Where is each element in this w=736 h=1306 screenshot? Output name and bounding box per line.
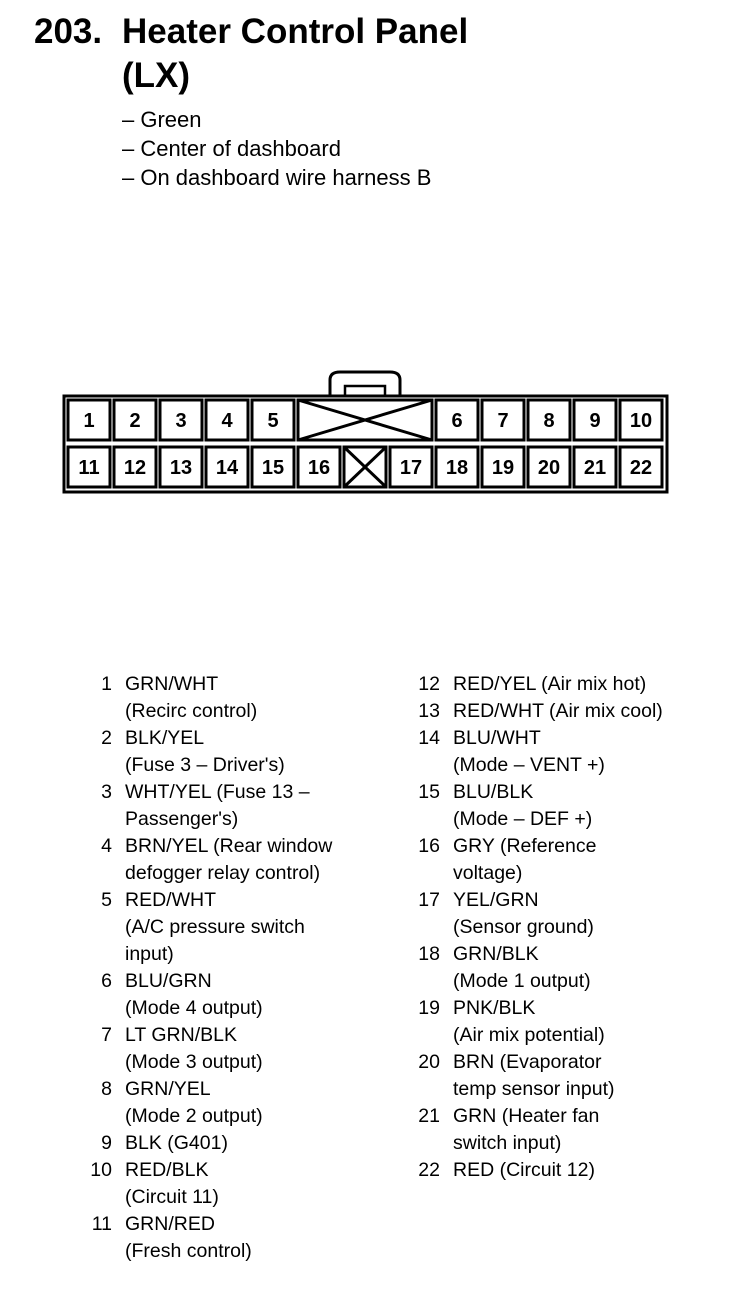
pin-number: 19	[418, 997, 440, 1019]
pin-number: 11	[91, 1213, 112, 1235]
pin-description: GRN/WHT (Recirc control)	[125, 673, 258, 722]
pin-description: GRN/YEL (Mode 2 output)	[125, 1078, 263, 1127]
pin-description: BLK (G401)	[125, 1132, 228, 1154]
pin-number: 9	[101, 1132, 112, 1154]
variant-label: (LX)	[122, 56, 191, 95]
pin-description: BLK/YEL (Fuse 3 – Driver's)	[125, 727, 285, 776]
pin-entry-17	[404, 887, 724, 941]
pin-cell-8-label: 8	[543, 410, 555, 432]
pin-description: GRN/BLK (Mode 1 output)	[453, 943, 591, 992]
pin-description: LT GRN/BLK (Mode 3 output)	[125, 1024, 263, 1073]
pin-number: 6	[101, 970, 112, 992]
connector-name: Heater Control Panel	[122, 12, 469, 51]
pin-list-left	[76, 671, 376, 1265]
pin-entry-3	[76, 779, 376, 833]
pin-entry-22	[404, 1157, 724, 1184]
pin-description: BRN/YEL (Rear window defogger relay control)	[125, 835, 333, 884]
pin-cell-4-label: 4	[221, 410, 233, 432]
pin-cell-20-label: 20	[537, 457, 561, 479]
pin-number: 15	[418, 781, 440, 803]
pin-cell-10-label: 10	[629, 410, 653, 432]
pin-entry-14	[404, 725, 724, 779]
pin-cell-5-label: 5	[267, 410, 279, 432]
info-harness: – On dashboard wire harness B	[122, 165, 432, 190]
pin-entry-12	[404, 671, 724, 698]
pin-entry-16	[404, 833, 724, 887]
pin-cell-7-label: 7	[497, 410, 509, 432]
connector-latch	[330, 372, 400, 395]
pin-description: GRN (Heater fan switch input)	[453, 1105, 600, 1154]
pin-number: 1	[101, 673, 112, 695]
pin-entry-8	[76, 1076, 376, 1130]
pin-cell-2-label: 2	[129, 410, 141, 432]
pin-number: 12	[418, 673, 440, 695]
pin-description: BLU/WHT (Mode – VENT +)	[453, 727, 605, 776]
pin-number: 20	[418, 1051, 440, 1073]
connector-diagram	[0, 0, 736, 520]
pin-number: 14	[418, 727, 440, 749]
info-location: – Center of dashboard	[122, 136, 341, 161]
pin-entry-2	[76, 725, 376, 779]
pin-number: 3	[101, 781, 112, 803]
pin-description: GRN/RED (Fresh control)	[125, 1213, 252, 1262]
pin-number: 22	[418, 1159, 440, 1181]
pin-entry-20	[404, 1049, 724, 1103]
pin-description: RED/WHT (A/C pressure switch input)	[125, 889, 305, 965]
pin-description: BLU/BLK (Mode – DEF +)	[453, 781, 593, 830]
pin-cell-3-label: 3	[175, 410, 187, 432]
pin-number: 13	[418, 700, 440, 722]
pin-description: RED/WHT (Air mix cool)	[453, 700, 663, 722]
pin-number: 7	[101, 1024, 112, 1046]
pin-cell-17-label: 17	[399, 457, 423, 479]
connector-body	[64, 396, 667, 492]
section-number: 203.	[34, 12, 103, 51]
pin-description: BRN (Evaporator temp sensor input)	[453, 1051, 615, 1100]
pin-entry-7	[76, 1022, 376, 1076]
pin-entry-19	[404, 995, 724, 1049]
pin-description: GRY (Reference voltage)	[453, 835, 597, 884]
pin-description: RED (Circuit 12)	[453, 1159, 595, 1181]
pin-cell-18-label: 18	[445, 457, 469, 479]
pin-number: 17	[418, 889, 440, 911]
pin-cell-11-label: 11	[78, 457, 100, 479]
pin-cell-14-label: 14	[215, 457, 239, 479]
pin-cell-22-label: 22	[629, 457, 653, 479]
pin-number: 2	[101, 727, 112, 749]
pin-cell-1-label: 1	[83, 410, 95, 432]
pin-cell-13-label: 13	[169, 457, 193, 479]
pin-number: 18	[418, 943, 440, 965]
pin-entry-11	[76, 1211, 376, 1265]
pin-cell-16-label: 16	[307, 457, 331, 479]
pin-description: RED/YEL (Air mix hot)	[453, 673, 647, 695]
pin-number: 8	[101, 1078, 112, 1100]
pin-cell-15-label: 15	[261, 457, 285, 479]
pin-description: WHT/YEL (Fuse 13 – Passenger's)	[125, 781, 310, 830]
pin-number: 21	[418, 1105, 440, 1127]
pin-number: 5	[101, 889, 112, 911]
pin-description: YEL/GRN (Sensor ground)	[453, 889, 594, 938]
pin-entry-1	[76, 671, 376, 725]
info-color: – Green	[122, 107, 202, 132]
pin-number: 16	[418, 835, 440, 857]
pin-number: 4	[101, 835, 112, 857]
pin-entry-6	[76, 968, 376, 1022]
pin-cell-21-label: 21	[583, 457, 607, 479]
pin-list-right	[404, 671, 724, 1184]
pin-number: 10	[90, 1159, 112, 1181]
pin-cell-12-label: 12	[123, 457, 147, 479]
pin-description: PNK/BLK (Air mix potential)	[453, 997, 605, 1046]
pin-entry-21	[404, 1103, 724, 1157]
pin-cell-19-label: 19	[491, 457, 515, 479]
pin-cell-9-label: 9	[589, 410, 601, 432]
pin-entry-9	[76, 1130, 376, 1157]
pin-entry-5	[76, 887, 376, 968]
pin-description: BLU/GRN (Mode 4 output)	[125, 970, 263, 1019]
pin-description: RED/BLK (Circuit 11)	[125, 1159, 219, 1208]
pin-entry-4	[76, 833, 376, 887]
pin-entry-15	[404, 779, 724, 833]
pin-entry-10	[76, 1157, 376, 1211]
pin-entry-18	[404, 941, 724, 995]
pin-entry-13	[404, 698, 724, 725]
pin-cell-6-label: 6	[451, 410, 463, 432]
